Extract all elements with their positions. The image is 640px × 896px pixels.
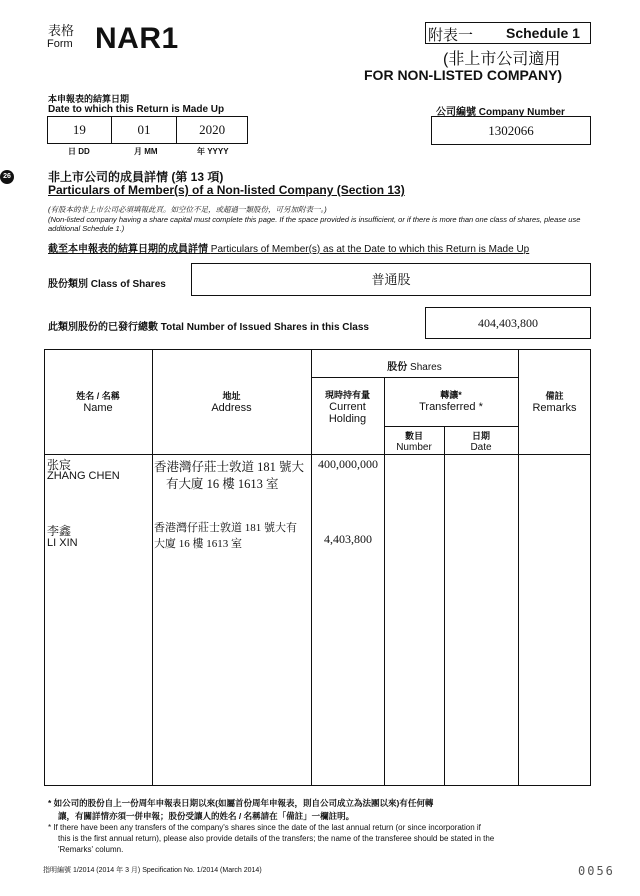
form-label-en: Form — [47, 38, 73, 50]
section-title-zh: 非上市公司的成員詳情 (第 13 項) — [48, 170, 224, 184]
return-date-month[interactable]: 01 — [111, 117, 177, 144]
member-1-holding[interactable]: 400,000,000 — [318, 457, 378, 471]
company-number-field[interactable]: 1302066 — [431, 116, 591, 145]
col-divider-5 — [518, 349, 519, 786]
day-label: 日 DD — [68, 147, 90, 156]
shares-header-en: Shares — [410, 362, 442, 373]
return-date-year[interactable]: 2020 — [177, 117, 248, 144]
member-1-address-line1[interactable]: 香港灣仔莊士敦道 181 號大 — [154, 460, 305, 474]
total-issued-label — [48, 318, 369, 333]
col-divider-1 — [152, 349, 153, 786]
header-bottom-line — [44, 454, 591, 455]
schedule-en: Schedule 1 — [506, 25, 580, 41]
transferred-header-zh: 轉讓* — [440, 390, 462, 400]
specification-footer: 指明編號 1/2014 (2014 年 3 月) Specification No. 1/2014 (March 2014) — [43, 867, 262, 874]
return-date-day[interactable]: 19 — [48, 117, 112, 144]
date-header-zh: 日期 — [471, 431, 490, 441]
section-title-en: Particulars of Member(s) of a Non-listed Company (Section 13) — [48, 183, 405, 197]
member-1-name-en[interactable]: ZHANG CHEN — [47, 470, 120, 482]
remarks-header — [518, 389, 591, 414]
form-code: NAR1 — [95, 22, 179, 55]
footnote-en-3: 'Remarks' column. — [58, 845, 124, 854]
member-2-name-en[interactable]: LI XIN — [47, 537, 78, 549]
company-number-label-en: Company Number — [478, 107, 565, 118]
shares-header-zh: 股份 — [387, 362, 408, 373]
transferred-header-en: Transferred * — [419, 401, 483, 413]
return-date-table — [47, 116, 248, 144]
return-date-label-zh: 本申報表的結算日期 — [48, 94, 130, 104]
holding-header — [311, 388, 384, 425]
member-2-holding[interactable]: 4,403,800 — [324, 532, 372, 546]
date-header-en: Date — [470, 442, 492, 453]
as-at-heading — [48, 240, 529, 255]
company-number-label-zh: 公司編號 — [436, 107, 476, 118]
number-header-en: Number — [396, 442, 432, 453]
footnote-en-1: * If there have been any transfers of the company's shares since the date of the last annual return (or since incorporation if — [48, 823, 481, 832]
footnote-zh-2: 讓，有關詳情亦須一併申報；股份受讓人的姓名 / 名稱請在「備註」一欄註明。 — [58, 811, 355, 821]
member-2-name-zh[interactable]: 李鑫 — [47, 524, 72, 538]
total-issued-field[interactable]: 404,403,800 — [425, 307, 591, 339]
member-2-address-line2[interactable]: 大廈 16 樓 1613 室 — [154, 538, 242, 550]
class-of-shares-label-zh: 股份類別 — [48, 279, 88, 290]
address-header-zh: 地址 — [222, 391, 241, 401]
class-of-shares-label-en: Class of Shares — [90, 279, 166, 290]
address-header-en: Address — [211, 402, 252, 414]
address-header — [152, 389, 311, 414]
return-date-label-en: Date to which this Return is Made Up — [48, 104, 225, 115]
class-of-shares-label — [48, 275, 166, 290]
class-of-shares-field[interactable]: 普通股 — [191, 263, 591, 296]
page-stamp: 0056 — [578, 864, 615, 878]
company-type-en: FOR NON-LISTED COMPANY) — [364, 67, 563, 83]
form-label-zh: 表格 — [48, 23, 75, 38]
footnote-en-2: this is the first annual return), please also provide details of the transfers; the name of the transferee should be stated in the — [58, 834, 495, 843]
col-divider-4 — [444, 426, 445, 786]
name-header-zh: 姓名 / 名稱 — [76, 391, 120, 401]
remarks-header-zh: 備註 — [545, 391, 564, 401]
holding-header-en2: Holding — [328, 413, 367, 425]
name-header-en: Name — [83, 402, 113, 414]
member-1-address-line2[interactable]: 有大廈 16 樓 1613 室 — [166, 477, 279, 491]
number-header-zh: 數目 — [404, 431, 423, 441]
member-1-name-zh[interactable]: 张宸 — [47, 458, 72, 472]
section-note-zh: (有股本的非上市公司必須填報此頁。如空位不足，或超過一類股份，可另加附表一。) — [48, 205, 327, 214]
member-2-address-line1[interactable]: 香港灣仔莊士敦道 181 號大有 — [154, 522, 297, 534]
schedule-zh: 附表一 — [428, 27, 474, 44]
section-badge: 26 — [0, 170, 14, 184]
number-header — [384, 429, 444, 453]
transferred-subheader-line — [384, 426, 518, 427]
section-note-en: (Non-listed company having a share capital must complete this page. If the space provided is insufficient, or if there is more than one class of shares, please use additional Schedule 1.) — [48, 215, 581, 233]
holding-header-en1: Current — [329, 401, 366, 413]
date-header — [444, 429, 518, 453]
as-at-heading-en: Particulars of Member(s) as at the Date to which this Return is Made Up — [210, 244, 530, 255]
company-type-zh: (非上市公司適用 — [443, 51, 561, 68]
shares-header-line — [311, 377, 518, 378]
shares-header — [311, 358, 518, 373]
holding-header-zh: 現時持有量 — [324, 390, 370, 400]
transferred-header — [384, 388, 518, 413]
remarks-header-en: Remarks — [532, 402, 577, 414]
total-issued-label-en: Total Number of Issued Shares in this Class — [160, 322, 369, 333]
total-issued-label-zh: 此類別股份的已發行總數 — [48, 322, 158, 333]
as-at-heading-zh: 截至本申報表的結算日期的成員詳情 — [48, 244, 208, 255]
footnote-zh-1: * 如公司的股份自上一份周年申報表日期以來(如屬首份周年申報表，則自公司成立為法團以來)有任何轉 — [48, 798, 434, 808]
month-label: 月 MM — [134, 147, 158, 156]
year-label: 年 YYYY — [197, 147, 229, 156]
name-header — [44, 389, 152, 414]
